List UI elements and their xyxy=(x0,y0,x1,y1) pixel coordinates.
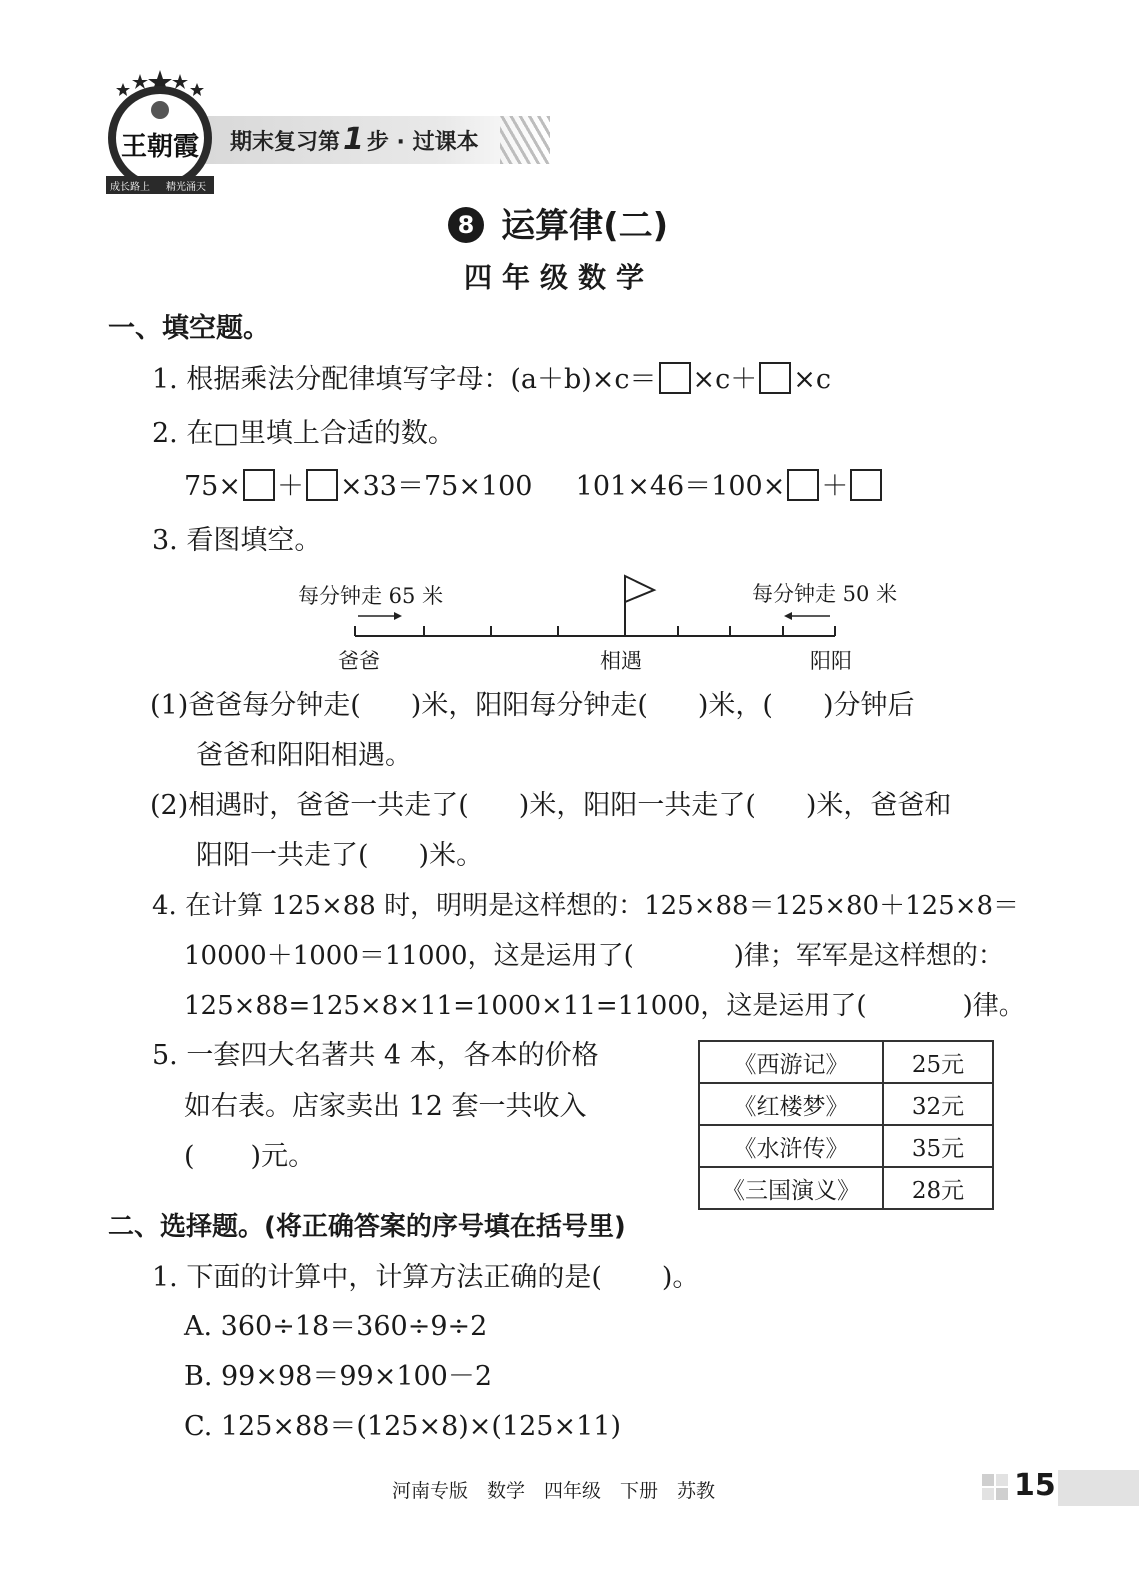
page-number-bar xyxy=(1058,1470,1139,1506)
answer-box[interactable] xyxy=(243,469,275,501)
footer-decoration xyxy=(982,1474,1012,1504)
option-a[interactable]: A. 360÷18＝360÷9÷2 xyxy=(184,1311,488,1342)
yangyang-speed-label: 每分钟走 50 米 xyxy=(752,582,898,606)
book-name-cell: 《西游记》 xyxy=(699,1041,883,1083)
table-row xyxy=(699,1125,993,1167)
table-row xyxy=(699,1167,993,1209)
page-number: 15 xyxy=(1014,1468,1056,1503)
badge-star xyxy=(190,83,204,96)
q3-sub2-line2: 阳阳一共走了( )米。 xyxy=(196,840,484,871)
q5-line2: 如右表。店家卖出 12 套一共收入 xyxy=(184,1091,587,1122)
table-row xyxy=(699,1083,993,1125)
yangyang-label: 阳阳 xyxy=(810,649,852,673)
q4-line3: 125×88=125×8×11=1000×11=11000，这是运用了( )律。 xyxy=(184,991,1025,1021)
badge-star xyxy=(172,74,188,89)
badge-star xyxy=(132,74,148,89)
meet-label: 相遇 xyxy=(600,649,642,673)
q5-line1: 5. 一套四大名著共 4 本，各本的价格 xyxy=(152,1040,599,1071)
book-price-cell: 35元 xyxy=(883,1125,993,1167)
header xyxy=(100,70,560,200)
banner-stripes xyxy=(500,116,550,164)
q3-sub1-line2: 爸爸和阳阳相遇。 xyxy=(196,740,412,771)
flag-icon xyxy=(625,576,654,636)
banner-text: 期末复习第 1 步 · 过课本 xyxy=(230,122,479,157)
badge-motto-right: 精光涌天 xyxy=(166,182,206,193)
q2-prompt: 2. 在□里填上合适的数。 xyxy=(152,418,455,449)
q3-prompt: 3. 看图填空。 xyxy=(152,525,322,556)
section1-heading: 一、填空题。 xyxy=(108,313,270,344)
answer-box[interactable] xyxy=(759,362,791,394)
answer-box[interactable] xyxy=(787,469,819,501)
q3-sub1-line1: (1)爸爸每分钟走( )米，阳阳每分钟走( )米，( )分钟后 xyxy=(150,690,915,721)
book-price-cell: 32元 xyxy=(883,1083,993,1125)
table-row xyxy=(699,1041,993,1083)
book-name-cell: 《三国演义》 xyxy=(699,1167,883,1209)
dad-speed-label: 每分钟走 65 米 xyxy=(298,584,444,608)
answer-box[interactable] xyxy=(850,469,882,501)
left-arrow-icon xyxy=(784,612,830,620)
badge-star xyxy=(116,83,130,96)
lesson-title: 运算律(二) xyxy=(501,206,669,246)
answer-box[interactable] xyxy=(659,362,691,394)
badge-name: 王朝霞 xyxy=(120,132,199,162)
badge-motto-left: 成长路上 xyxy=(110,182,150,193)
page-subtitle: 四年级数学 xyxy=(464,261,655,294)
book-price-cell: 28元 xyxy=(883,1167,993,1209)
book-price-table xyxy=(698,1040,994,1210)
s2-q1-line: 1. 下面的计算中，计算方法正确的是( )。 xyxy=(152,1262,700,1293)
section2-heading: 二、选择题。(将正确答案的序号填在括号里) xyxy=(108,1212,626,1242)
option-b[interactable]: B. 99×98＝99×100－2 xyxy=(184,1361,493,1392)
option-c[interactable]: C. 125×88＝(125×8)×(125×11) xyxy=(184,1411,621,1442)
meeting-diagram xyxy=(280,570,940,680)
dad-label: 爸爸 xyxy=(338,649,380,673)
lesson-number-badge: 8 xyxy=(448,207,484,243)
book-name-cell: 《红楼梦》 xyxy=(699,1083,883,1125)
q2-equations: 75× ＋ ×33＝75×100 101×46＝100× ＋ xyxy=(184,467,884,507)
right-arrow-icon xyxy=(358,612,402,620)
answer-box[interactable] xyxy=(306,469,338,501)
q5-line3: ( )元。 xyxy=(184,1141,316,1172)
footer-info: 河南专版 数学 四年级 下册 苏教 xyxy=(392,1480,716,1502)
book-price-cell: 25元 xyxy=(883,1041,993,1083)
page-title xyxy=(448,198,668,246)
q4-line1: 4. 在计算 125×88 时，明明是这样想的：125×88＝125×80＋125×8＝ xyxy=(152,891,1020,921)
q1-line: 1. 根据乘法分配律填写字母：(a＋b)×c＝ ×c＋ ×c xyxy=(152,364,832,395)
q3-sub2-line1: (2)相遇时，爸爸一共走了( )米，阳阳一共走了( )米，爸爸和 xyxy=(150,790,952,821)
book-name-cell: 《水浒传》 xyxy=(699,1125,883,1167)
q4-line2: 10000＋1000＝11000，这是运用了( )律；军军是这样想的： xyxy=(184,941,1004,971)
